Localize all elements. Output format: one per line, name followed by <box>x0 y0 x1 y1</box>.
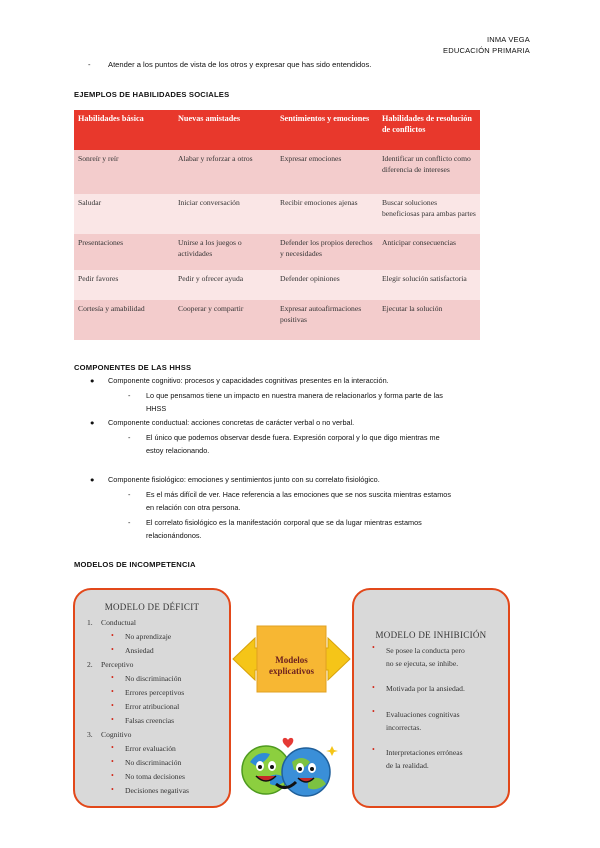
bullet-dot: • <box>372 707 375 716</box>
list-item <box>386 644 465 670</box>
bullet-dot: • <box>372 643 375 652</box>
deficit-model-box <box>73 588 231 808</box>
list-item: No discriminación <box>125 674 182 683</box>
list-item <box>386 708 460 734</box>
dash-marker: - <box>128 518 131 527</box>
table-header-row <box>74 110 480 150</box>
center-label <box>257 655 326 677</box>
center-label-line: Modelos <box>275 655 308 665</box>
bullet-dot: • <box>111 785 114 794</box>
table-cell: Sonreír y reír <box>74 150 174 194</box>
bullet-dot: • <box>372 745 375 754</box>
table-cell: Identificar un conflicto como diferencia de intereses <box>378 150 480 194</box>
table-row <box>74 234 480 270</box>
table-header: Habilidades básica <box>74 110 174 150</box>
course-name: EDUCACIÓN PRIMARIA <box>443 46 530 55</box>
list-item: No toma decisiones <box>125 772 185 781</box>
table-row <box>74 270 480 300</box>
bullet-dot: • <box>372 683 375 692</box>
list-item: Motivada por la ansiedad. <box>386 684 465 693</box>
bullet-marker: ● <box>90 376 95 385</box>
author-name: INMA VEGA <box>486 35 530 44</box>
bullet-dot: • <box>111 687 114 696</box>
table-cell: Presentaciones <box>74 234 174 270</box>
table-cell: Defender opiniones <box>276 270 378 300</box>
bullet-dot: • <box>111 631 114 640</box>
bullet-dot: • <box>111 645 114 654</box>
group-number: 1. <box>87 618 93 627</box>
item-line: Interpretaciones erróneas <box>386 748 463 757</box>
sub-text: Lo que pensamos tiene un impacto en nuestra manera de relacionarlos y forma parte de las <box>146 391 443 400</box>
intro-text: Atender a los puntos de vista de los otros y expresar que has sido entendidos. <box>108 60 372 69</box>
item-line: Evaluaciones cognitivas <box>386 710 460 719</box>
dash-marker: - <box>128 433 131 442</box>
list-item <box>386 746 463 772</box>
sub-text: en relación con otra persona. <box>146 503 241 512</box>
sub-text: HHSS <box>146 404 167 413</box>
table-row <box>74 300 480 340</box>
list-item <box>90 416 355 429</box>
dash-marker: - <box>128 490 131 499</box>
sub-list-item <box>128 431 440 457</box>
list-item: No aprendizaje <box>125 632 172 641</box>
table-header: Habilidades de resolución de conflictos <box>378 110 480 150</box>
table-cell: Pedir favores <box>74 270 174 300</box>
sub-text: estoy relacionando. <box>146 446 210 455</box>
section-title-examples: EJEMPLOS DE HABILIDADES SOCIALES <box>74 90 230 99</box>
list-item: Error evaluación <box>125 744 176 753</box>
sub-text: El correlato fisiológico es la manifestación corporal que se da lugar mientras estamos <box>146 518 422 527</box>
table-cell: Recibir emociones ajenas <box>276 194 378 234</box>
bullet-dot: • <box>111 701 114 710</box>
social-skills-table <box>74 110 480 340</box>
table-cell: Ejecutar la solución <box>378 300 480 340</box>
component-physiological: Componente fisiológico: emociones y sentimientos junto con su correlato fisiológico. <box>108 475 380 484</box>
table-cell: Iniciar conversación <box>174 194 276 234</box>
section-title-models: MODELOS DE INCOMPETENCIA <box>74 560 196 569</box>
item-line: no se ejecuta, se inhibe. <box>386 659 459 668</box>
group-number: 2. <box>87 660 93 669</box>
table-cell: Defender los propios derechos y necesidades <box>276 234 378 270</box>
bullet-dot: • <box>111 757 114 766</box>
dash-marker: - <box>88 60 91 69</box>
table-row <box>74 194 480 234</box>
table-header: Sentimientos y emociones <box>276 110 378 150</box>
list-item: Errores perceptivos <box>125 688 185 697</box>
component-behavioral: Componente conductual: acciones concretas de carácter verbal o no verbal. <box>108 418 355 427</box>
table-cell: Expresar emociones <box>276 150 378 194</box>
section-title-components: COMPONENTES DE LAS HHSS <box>74 363 192 372</box>
list-item: No discriminación <box>125 758 182 767</box>
list-item <box>90 374 389 387</box>
dash-marker: - <box>128 391 131 400</box>
table-cell: Pedir y ofrecer ayuda <box>174 270 276 300</box>
table-cell: Alabar y reforzar a otros <box>174 150 276 194</box>
group-name: Cognitivo <box>101 730 132 739</box>
sub-text: Es el más difícil de ver. Hace referencia a las emociones que se nos suscita mientras estamos <box>146 490 451 499</box>
item-line: de la realidad. <box>386 761 429 770</box>
table-cell: Anticipar consecuencias <box>378 234 480 270</box>
list-item: Decisiones negativas <box>125 786 189 795</box>
bullet-dot: • <box>111 715 114 724</box>
table-cell: Cortesía y amabilidad <box>74 300 174 340</box>
table-header: Nuevas amistades <box>174 110 276 150</box>
table-cell: Buscar soluciones beneficiosas para ambas partes <box>378 194 480 234</box>
bullet-marker: ● <box>90 475 95 484</box>
bullet-dot: • <box>111 673 114 682</box>
list-item: Error atribucional <box>125 702 180 711</box>
inhibition-model-title: MODELO DE INHIBICIÓN <box>375 630 487 640</box>
deficit-model-title: MODELO DE DÉFICIT <box>104 602 200 612</box>
item-line: incorrectas. <box>386 723 422 732</box>
bullet-dot: • <box>111 771 114 780</box>
list-item <box>90 473 380 486</box>
item-line: Se posee la conducta pero <box>386 646 465 655</box>
group-name: Perceptivo <box>101 660 134 669</box>
sub-list-item <box>128 488 451 514</box>
bullet-dot: • <box>111 743 114 752</box>
sub-list-item <box>128 516 422 542</box>
sub-text: El único que podemos observar desde fuera. Expresión corporal y lo que digo mientras me <box>146 433 440 442</box>
list-item: Ansiedad <box>125 646 154 655</box>
center-label-line: explicativos <box>269 666 314 676</box>
hugging-globes-icon <box>236 732 340 802</box>
table-cell: Expresar autoafirmaciones positivas <box>276 300 378 340</box>
inhibition-model-box <box>352 588 510 808</box>
intro-item <box>88 60 371 69</box>
component-cognitive: Componente cognitivo: procesos y capacidades cognitivas presentes en la interacción. <box>108 376 389 385</box>
sub-text: relacionándonos. <box>146 531 202 540</box>
group-name: Conductual <box>101 618 137 627</box>
sub-list-item <box>128 389 443 415</box>
table-cell: Saludar <box>74 194 174 234</box>
bullet-marker: ● <box>90 418 95 427</box>
table-cell: Cooperar y compartir <box>174 300 276 340</box>
table-row <box>74 150 480 194</box>
group-number: 3. <box>87 730 93 739</box>
page-header <box>443 34 530 56</box>
table-cell: Unirse a los juegos o actividades <box>174 234 276 270</box>
list-item: Falsas creencias <box>125 716 175 725</box>
table-cell: Elegir solución satisfactoria <box>378 270 480 300</box>
